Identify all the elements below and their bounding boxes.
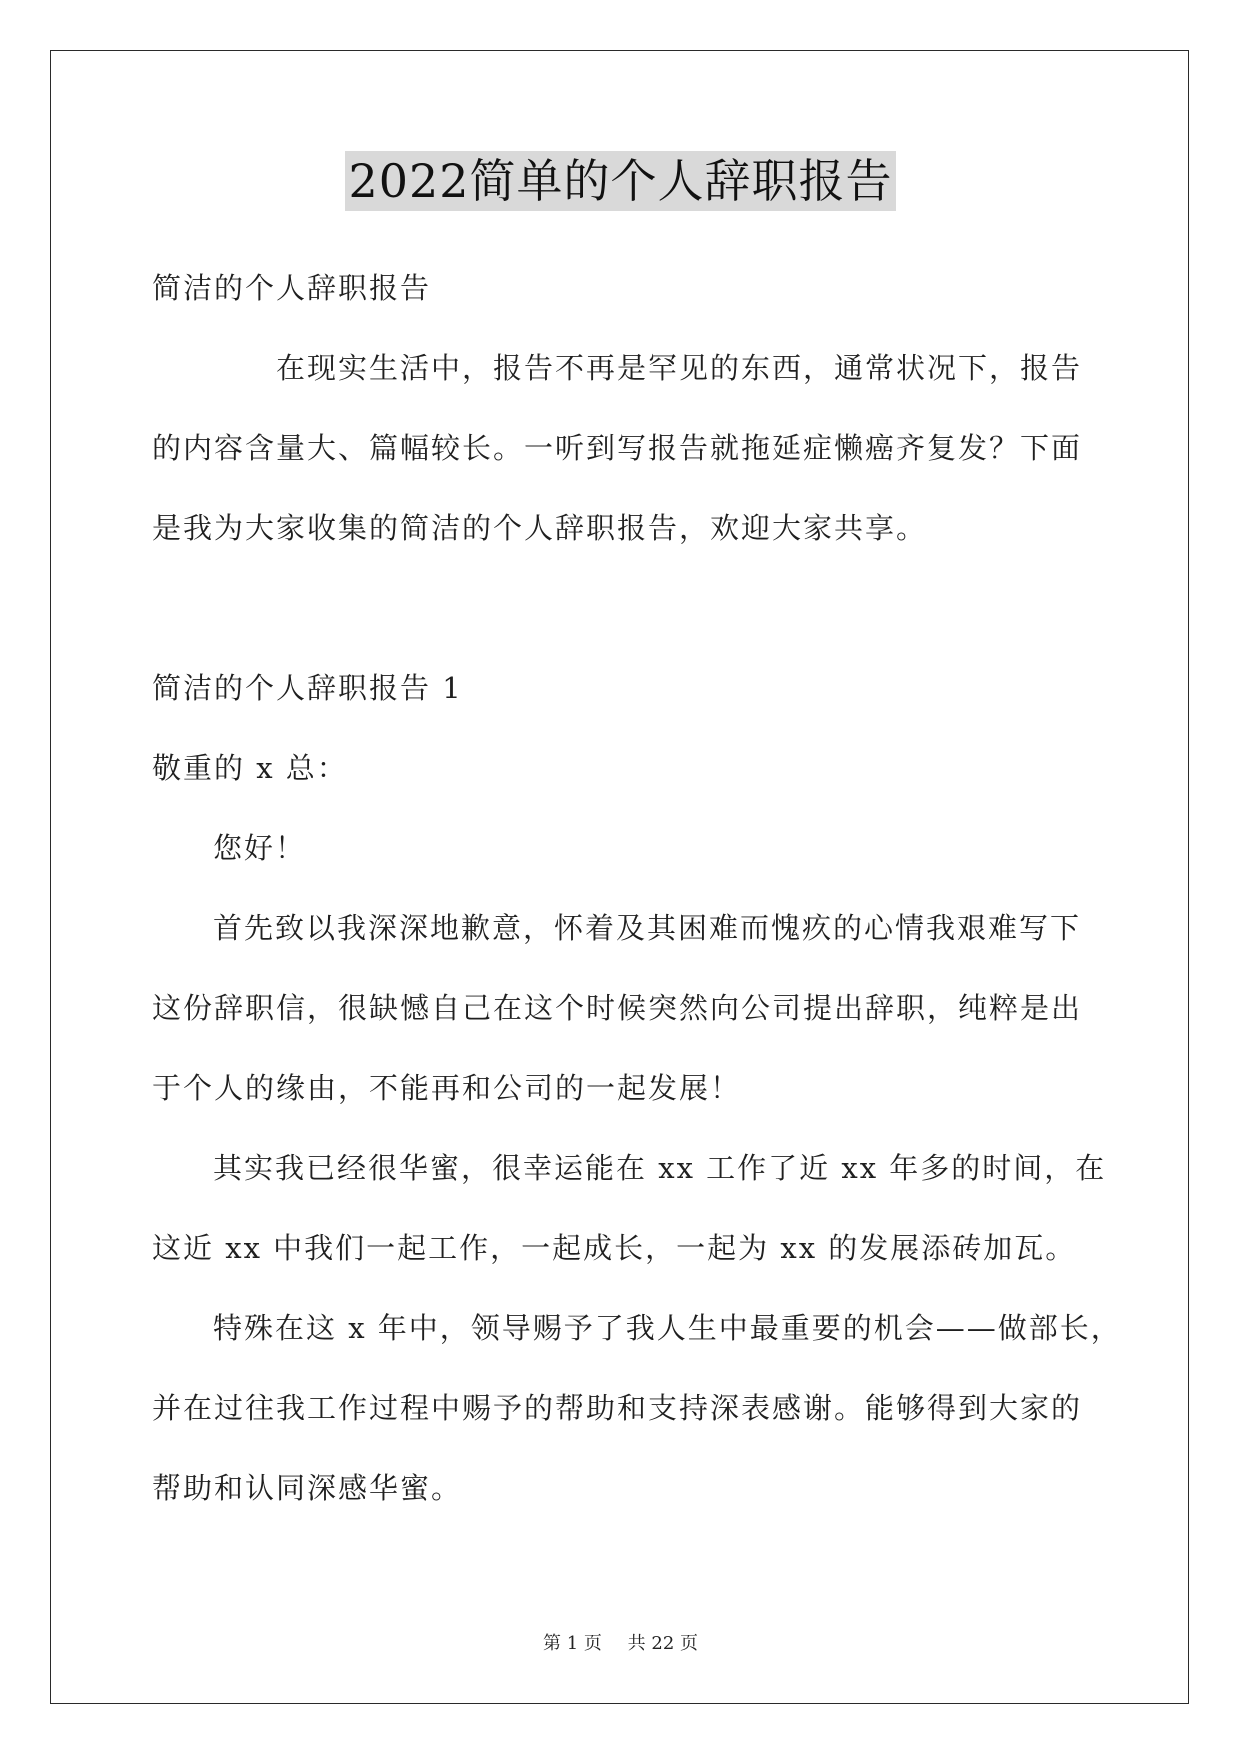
document-title: 2022简单的个人辞职报告 [345, 151, 895, 211]
paragraph-line: 并在过往我工作过程中赐予的帮助和支持深表感谢。能够得到大家的 [152, 1391, 1083, 1425]
paragraph-line: 其实我已经很华蜜，很幸运能在 xx 工作了近 xx 年多的时间，在 [213, 1151, 1107, 1185]
paragraph-line: 于个人的缘由，不能再和公司的一起发展！ [152, 1071, 742, 1105]
section-heading: 简洁的个人辞职报告 1 [152, 671, 463, 705]
paragraph-line: 特殊在这 x 年中，领导赐予了我人生中最重要的机会——做部长， [213, 1311, 1122, 1345]
subtitle: 简洁的个人辞职报告 [152, 271, 432, 305]
salutation: 敬重的 x 总： [152, 751, 348, 785]
paragraph-line: 首先致以我深深地歉意，怀着及其困难而愧疚的心情我艰难写下 [213, 911, 1082, 945]
intro-line: 的内容含量大、篇幅较长。一听到写报告就拖延症懒癌齐复发？下面 [152, 431, 1083, 465]
page-footer [0, 1629, 1241, 1655]
intro-line: 在现实生活中，报告不再是罕见的东西，通常状况下，报告 [276, 351, 1083, 385]
paragraph-line: 帮助和认同深感华蜜。 [152, 1471, 463, 1505]
page-number-current: 第 1 页 [543, 1633, 602, 1654]
page-number-total: 共 22 页 [627, 1633, 698, 1654]
paragraph-line: 这份辞职信，很缺憾自己在这个时候突然向公司提出辞职，纯粹是出 [152, 991, 1083, 1025]
greeting: 您好！ [213, 831, 307, 865]
paragraph-line: 这近 xx 中我们一起工作，一起成长，一起为 xx 的发展添砖加瓦。 [152, 1231, 1077, 1265]
title-container [0, 151, 1241, 211]
intro-line: 是我为大家收集的简洁的个人辞职报告，欢迎大家共享。 [152, 511, 928, 545]
